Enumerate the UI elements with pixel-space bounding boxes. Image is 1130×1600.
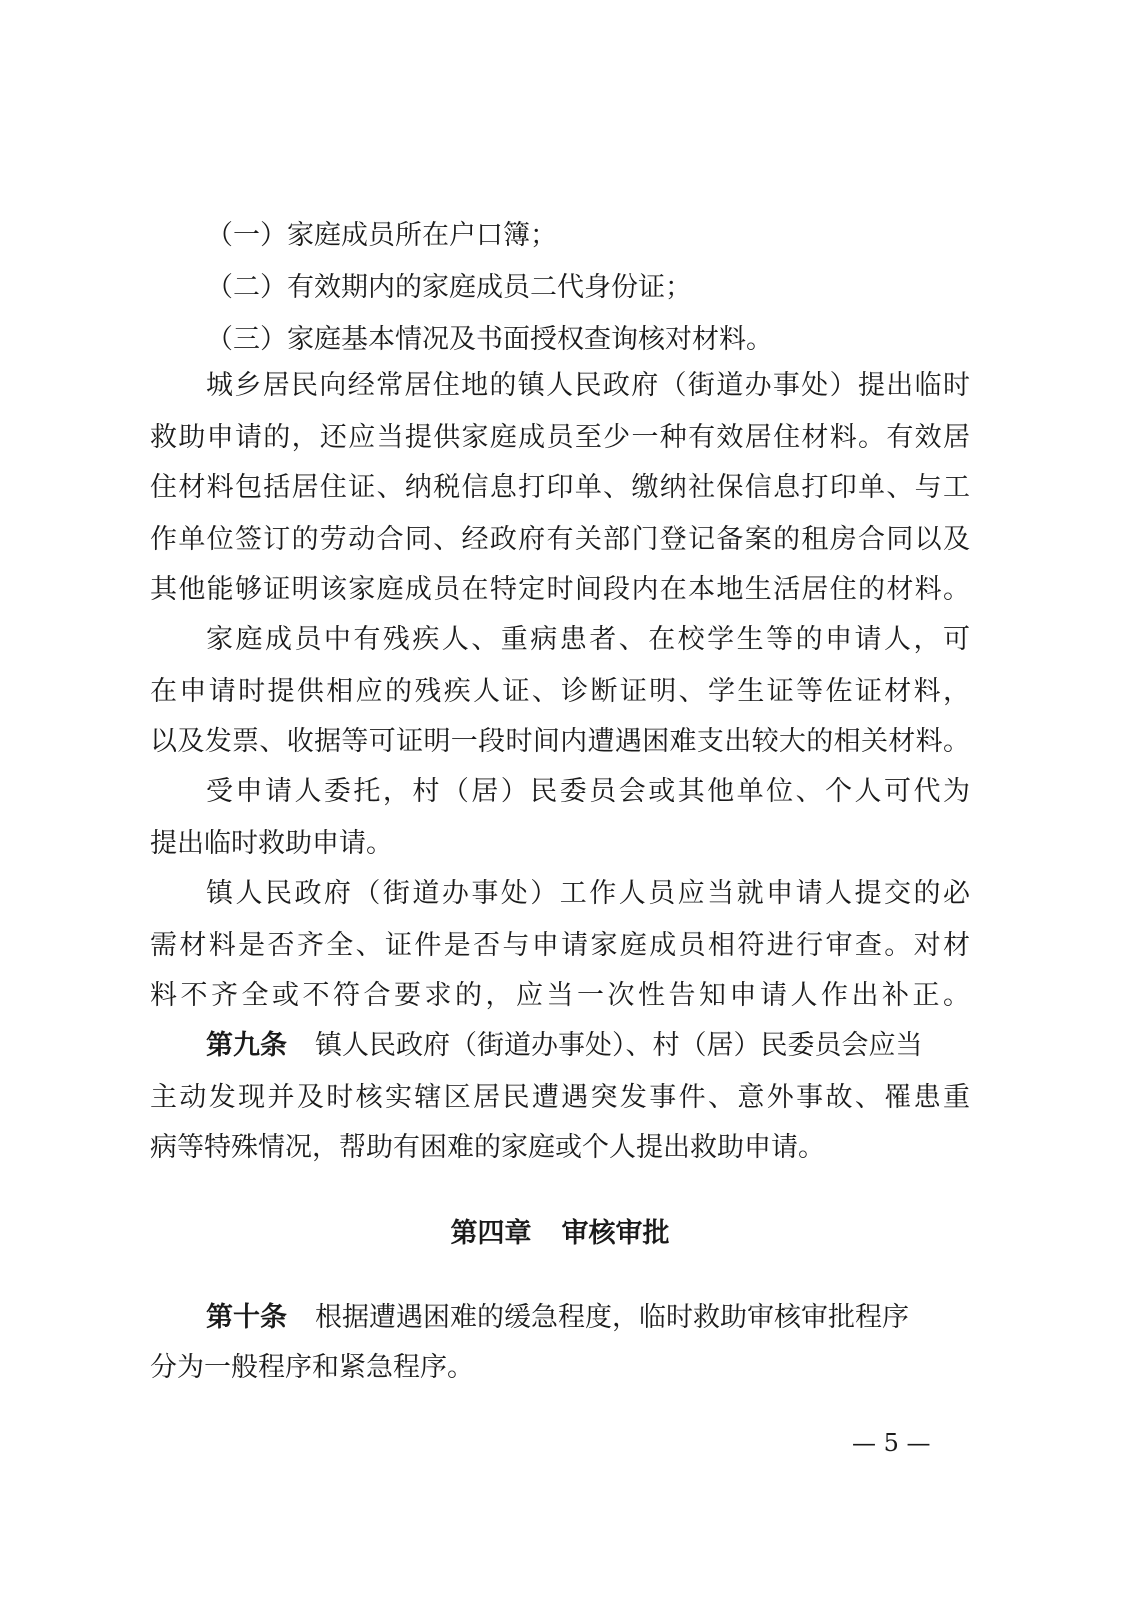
chapter-number: 第四章 [450, 1218, 532, 1249]
paragraph-line: 分为一般程序和紧急程序。 [150, 1352, 474, 1383]
chapter-heading [150, 1214, 970, 1254]
paragraph-line: 镇人民政府（街道办事处）工作人员应当就申请人提交的必 [206, 878, 970, 909]
article-10-label: 第十条 [206, 1302, 287, 1333]
paragraph-line: 提出临时救助申请。 [150, 828, 393, 859]
paragraph-line: 其他能够证明该家庭成员在特定时间段内在本地生活居住的材料。 [150, 574, 970, 605]
paragraph-line: 住材料包括居住证、纳税信息打印单、缴纳社保信息打印单、与工 [150, 472, 970, 503]
paragraph-line: 需材料是否齐全、证件是否与申请家庭成员相符进行审查。对材 [150, 930, 970, 961]
paragraph-line: 作单位签订的劳动合同、经政府有关部门登记备案的租房合同以及 [150, 524, 970, 555]
list-item-2: （二）有效期内的家庭成员二代身份证； [206, 272, 692, 303]
paragraph-line: 救助申请的，还应当提供家庭成员至少一种有效居住材料。有效居 [150, 422, 970, 453]
paragraph-line: 家庭成员中有残疾人、重病患者、在校学生等的申请人，可 [206, 624, 970, 655]
list-item-3: （三）家庭基本情况及书面授权查询核对材料。 [206, 324, 773, 355]
paragraph-line: 料不齐全或不符合要求的，应当一次性告知申请人作出补正。 [150, 980, 970, 1011]
article-10-text: 根据遭遇困难的缓急程度，临时救助审核审批程序 [315, 1302, 909, 1333]
paragraph-line: 在申请时提供相应的残疾人证、诊断证明、学生证等佐证材料， [150, 676, 970, 707]
list-item-1: （一）家庭成员所在户口簿； [206, 220, 557, 251]
article-9-text: 镇人民政府（街道办事处）、村（居）民委员会应当 [315, 1030, 923, 1061]
page-number: — 5 — [852, 1429, 931, 1457]
paragraph-line: 以及发票、收据等可证明一段时间内遭遇困难支出较大的相关材料。 [150, 726, 970, 757]
paragraph-line: 受申请人委托，村（居）民委员会或其他单位、个人可代为 [206, 776, 970, 807]
article-9-label: 第九条 [206, 1030, 287, 1061]
paragraph-line: 病等特殊情况，帮助有困难的家庭或个人提出救助申请。 [150, 1132, 825, 1163]
paragraph-line: 城乡居民向经常居住地的镇人民政府（街道办事处）提出临时 [206, 370, 970, 401]
article-9-first-line [150, 1026, 970, 1066]
article-10-first-line [150, 1298, 970, 1338]
chapter-title: 审核审批 [561, 1218, 670, 1249]
paragraph-line: 主动发现并及时核实辖区居民遭遇突发事件、意外事故、罹患重 [150, 1082, 970, 1113]
